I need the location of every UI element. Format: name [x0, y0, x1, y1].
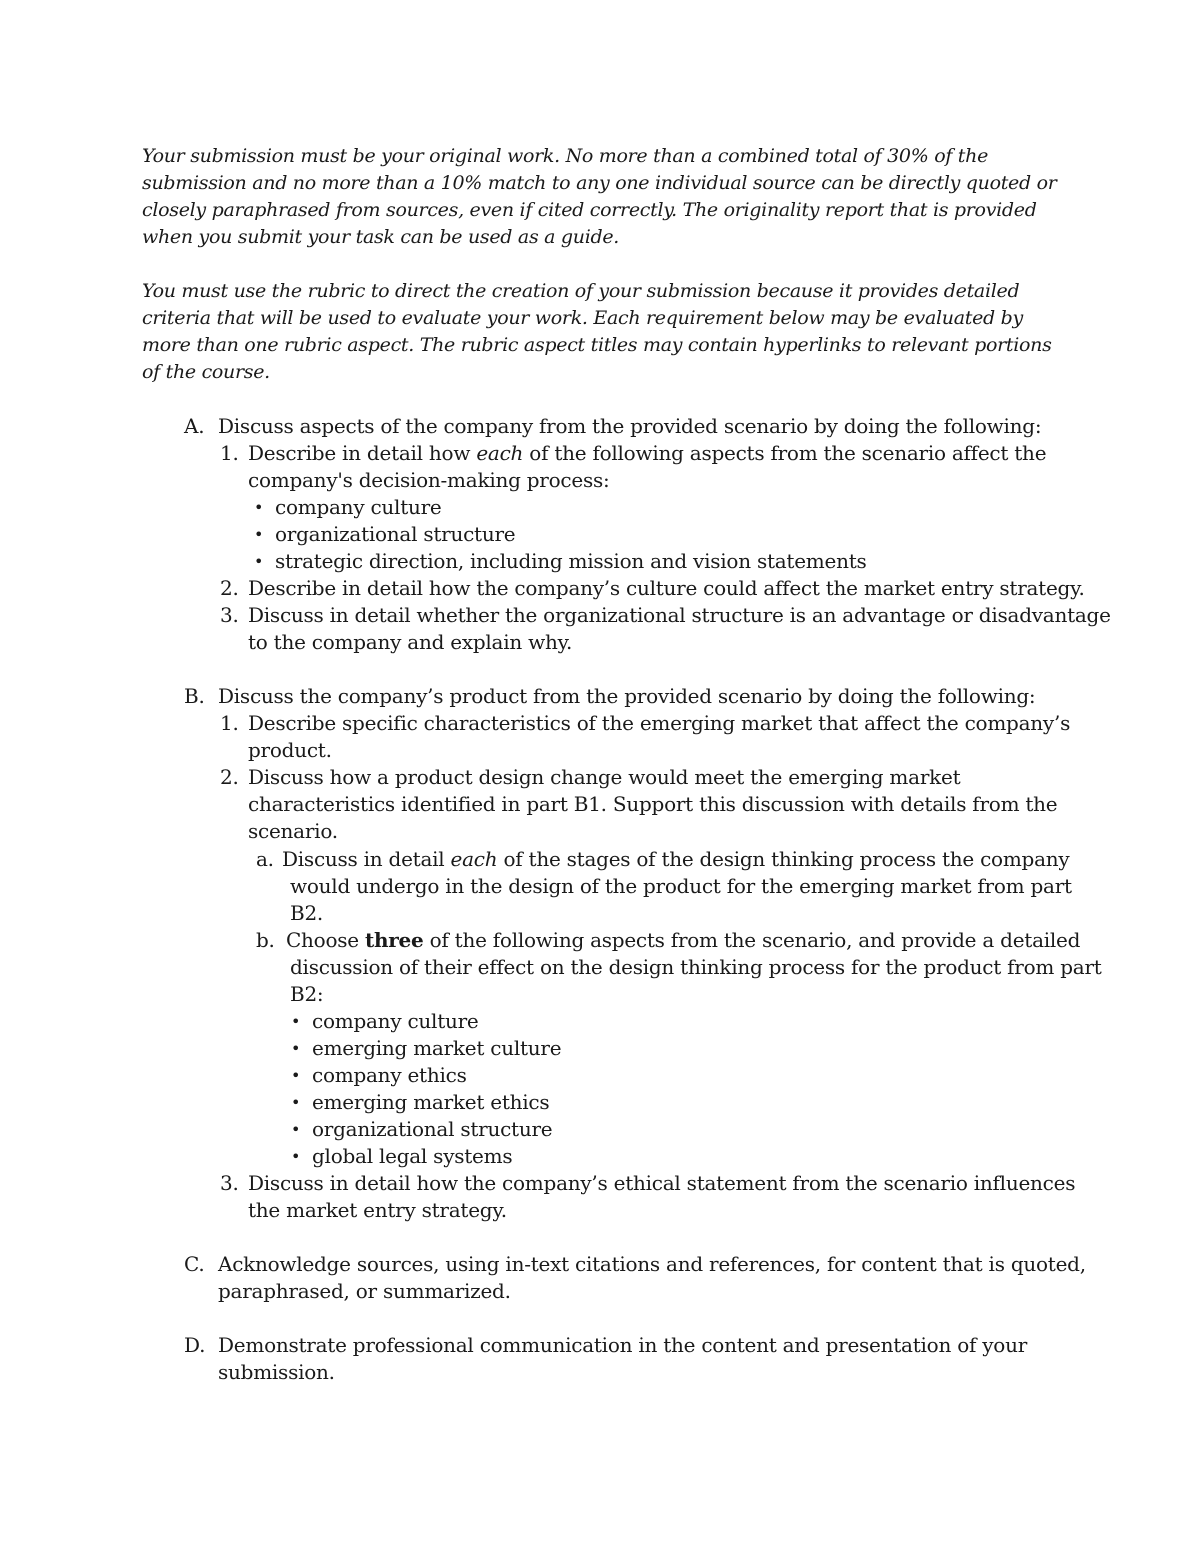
- bullet-icon: •: [254, 552, 264, 571]
- section-a-heading: Discuss aspects of the company from the provided scenario by doing the following:: [218, 414, 1042, 438]
- b2-line3: scenario.: [248, 819, 338, 843]
- a1-line2: company's decision-making process:: [248, 468, 610, 492]
- b2b-bullet-item: organizational structure: [312, 1117, 553, 1141]
- bullet-icon: •: [291, 1066, 301, 1085]
- b2a-line1: Discuss in detail each of the stages of the design thinking process the company: [282, 847, 1070, 871]
- b2a-marker: a.: [256, 847, 274, 871]
- b2a-emphasis: each: [450, 847, 498, 871]
- b2b-line1: Choose three of the following aspects from the scenario, and provide a detailed: [286, 928, 1081, 952]
- a1-bullet-item: organizational structure: [275, 522, 516, 546]
- section-c-marker: C.: [184, 1252, 205, 1276]
- b2-marker: 2.: [220, 765, 239, 789]
- b2-line1: Discuss how a product design change would meet the emerging market: [248, 765, 961, 789]
- section-d-marker: D.: [184, 1333, 206, 1357]
- bullet-icon: •: [291, 1012, 301, 1031]
- b2b-line2: discussion of their effect on the design thinking process for the product from part: [290, 955, 1102, 979]
- b2b-marker: b.: [256, 928, 275, 952]
- b3-marker: 3.: [220, 1171, 239, 1195]
- a1-marker: 1.: [220, 441, 239, 465]
- section-c-line1: Acknowledge sources, using in-text citations and references, for content that is quoted,: [218, 1252, 1086, 1276]
- section-d-line1: Demonstrate professional communication in the content and presentation of your: [218, 1333, 1028, 1357]
- a3-line2: to the company and explain why.: [248, 630, 573, 654]
- bullet-icon: •: [254, 525, 264, 544]
- b2b-bullet-item: emerging market ethics: [312, 1090, 550, 1114]
- b2b-bullet-item: emerging market culture: [312, 1036, 562, 1060]
- bullet-icon: •: [254, 498, 264, 517]
- section-d-line2: submission.: [218, 1360, 335, 1384]
- bullet-icon: •: [291, 1120, 301, 1139]
- originality-paragraph: Your submission must be your original work. No more than a combined total of 30% of the submission and no more than a 10% match to any one individual source can be directly quoted or closely paraphrased from sources, even if cited correctly. The originality report that is provided when you submit your task can be used as a guide.: [142, 145, 1057, 248]
- rubric-paragraph: You must use the rubric to direct the creation of your submission because it provides detailed criteria that will be used to evaluate your work. Each requirement below may be evaluated by more than one rubric aspect. The rubric aspect titles may contain hyperlinks to relevant portions of the course.: [142, 280, 1052, 383]
- a2-text: Describe in detail how the company’s culture could affect the market entry strategy.: [248, 576, 1085, 600]
- a2-marker: 2.: [220, 576, 239, 600]
- b2a-line2: would undergo in the design of the product for the emerging market from part: [290, 874, 1072, 898]
- b2b-bullet-item: global legal systems: [312, 1144, 513, 1168]
- a3-line1: Discuss in detail whether the organizational structure is an advantage or disadvantage: [248, 603, 1111, 627]
- b2b-strong: three: [364, 928, 424, 952]
- section-b-marker: B.: [184, 684, 205, 708]
- a1-bullet-item: strategic direction, including mission and vision statements: [275, 549, 867, 573]
- b2a-line3: B2.: [290, 901, 324, 925]
- a1-line1: Describe in detail how each of the following aspects from the scenario affect the: [248, 441, 1047, 465]
- b1-line2: product.: [248, 738, 332, 762]
- bullet-icon: •: [291, 1039, 301, 1058]
- b1-line1: Describe specific characteristics of the emerging market that affect the company’s: [248, 711, 1071, 735]
- b1-marker: 1.: [220, 711, 239, 735]
- b2b-line3: B2:: [290, 982, 324, 1006]
- b2b-bullet-item: company ethics: [312, 1063, 467, 1087]
- a1-bullet-item: company culture: [275, 495, 442, 519]
- bullet-icon: •: [291, 1093, 301, 1112]
- section-a-marker: A.: [184, 414, 205, 438]
- a3-marker: 3.: [220, 603, 239, 627]
- section-b-heading: Discuss the company’s product from the provided scenario by doing the following:: [218, 684, 1036, 708]
- a1-emphasis: each: [476, 441, 524, 465]
- b2-line2: characteristics identified in part B1. Support this discussion with details from the: [248, 792, 1058, 816]
- b2b-bullet-item: company culture: [312, 1009, 479, 1033]
- bullet-icon: •: [291, 1147, 301, 1166]
- section-c-line2: paraphrased, or summarized.: [218, 1279, 511, 1303]
- b3-line1: Discuss in detail how the company’s ethical statement from the scenario influences: [248, 1171, 1076, 1195]
- b3-line2: the market entry strategy.: [248, 1198, 507, 1222]
